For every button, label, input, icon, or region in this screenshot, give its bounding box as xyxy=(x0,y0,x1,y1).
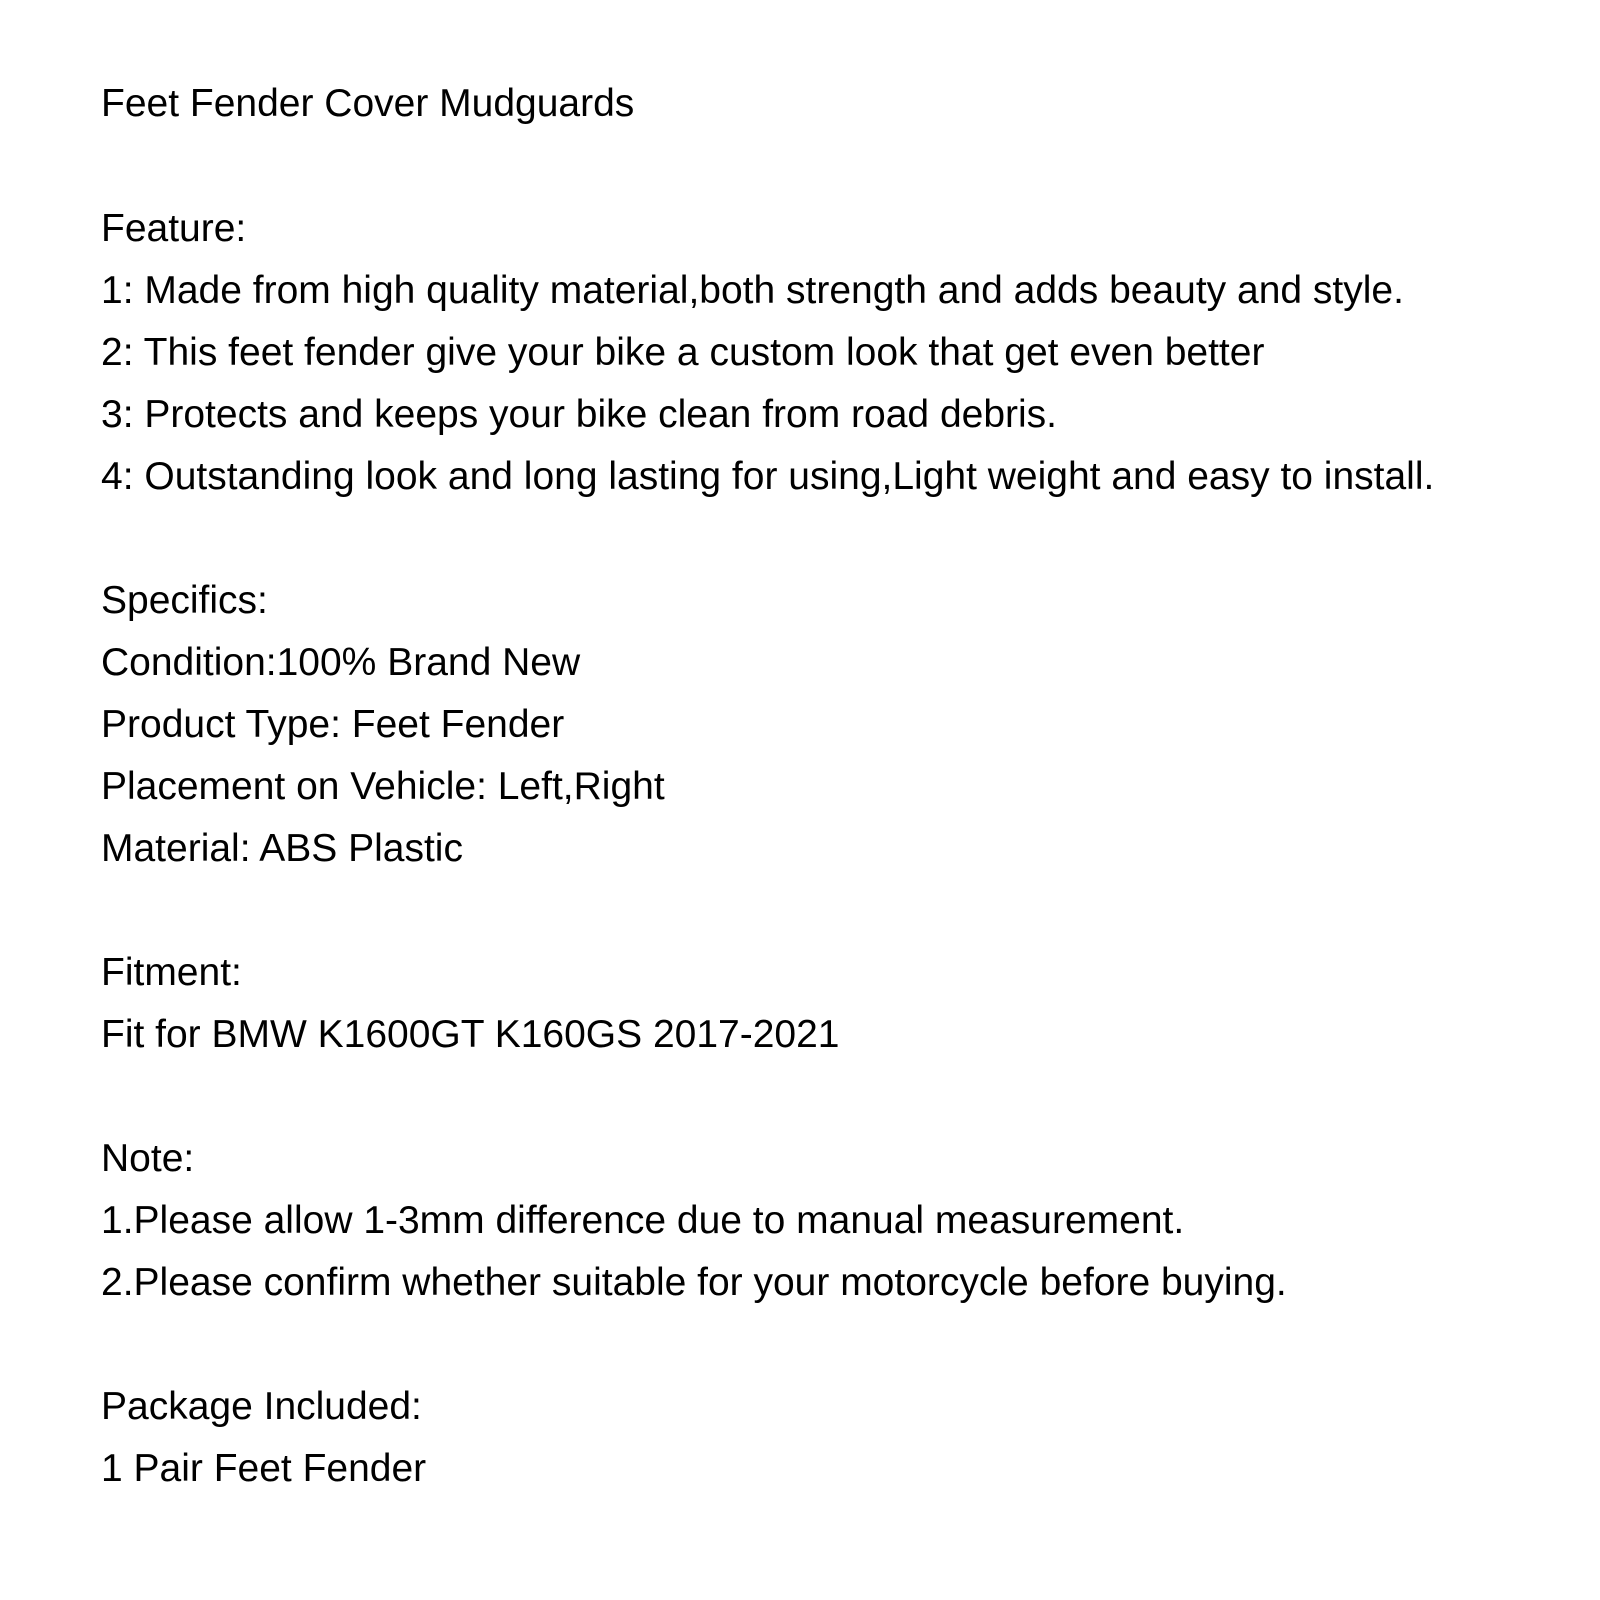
specifics-product-type: Product Type: Feet Fender xyxy=(101,703,565,746)
note-item-1: 1.Please allow 1-3mm difference due to manual measurement. xyxy=(101,1199,1185,1242)
feature-item-3: 3: Protects and keeps your bike clean from road debris. xyxy=(101,393,1057,436)
feature-item-2: 2: This feet fender give your bike a custom look that get even better xyxy=(101,331,1265,374)
specifics-heading: Specifics: xyxy=(101,579,268,622)
note-item-2: 2.Please confirm whether suitable for your motorcycle before buying. xyxy=(101,1261,1287,1304)
package-heading: Package Included: xyxy=(101,1385,422,1428)
fitment-item: Fit for BMW K1600GT K160GS 2017-2021 xyxy=(101,1013,840,1056)
feature-heading: Feature: xyxy=(101,207,247,250)
feature-item-1: 1: Made from high quality material,both strength and adds beauty and style. xyxy=(101,269,1404,312)
specifics-material: Material: ABS Plastic xyxy=(101,827,463,870)
fitment-heading: Fitment: xyxy=(101,951,242,994)
package-item: 1 Pair Feet Fender xyxy=(101,1447,427,1490)
page-title: Feet Fender Cover Mudguards xyxy=(101,82,635,125)
specifics-condition: Condition:100% Brand New xyxy=(101,641,581,684)
feature-item-4: 4: Outstanding look and long lasting for using,Light weight and easy to install. xyxy=(101,455,1435,498)
specifics-placement: Placement on Vehicle: Left,Right xyxy=(101,765,665,808)
note-heading: Note: xyxy=(101,1137,195,1180)
